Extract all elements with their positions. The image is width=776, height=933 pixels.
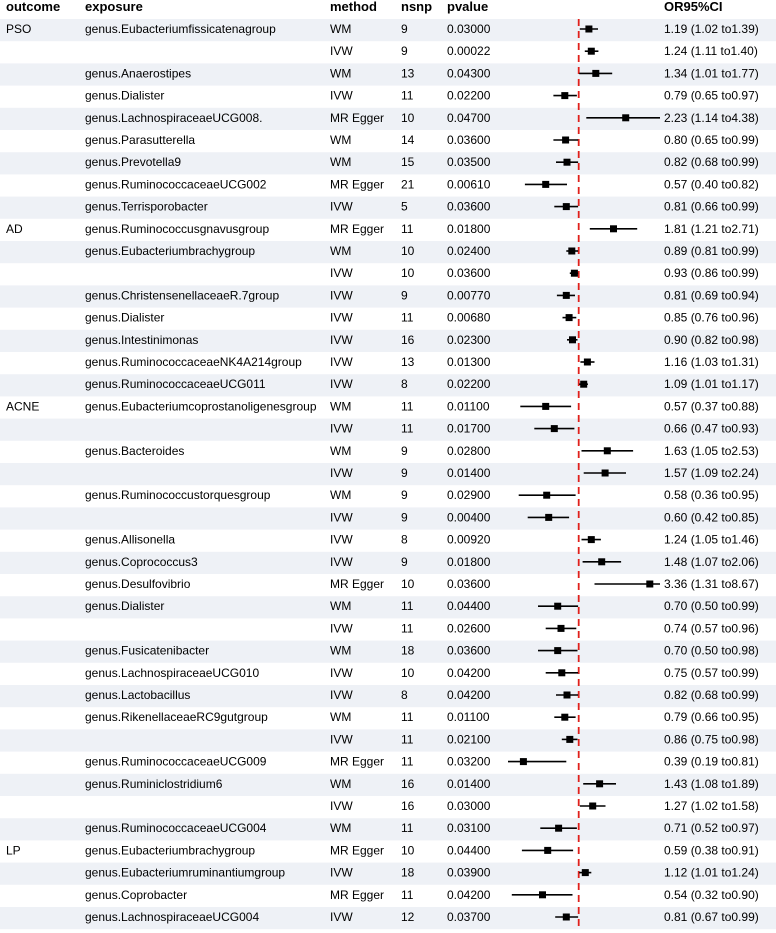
or-point xyxy=(622,114,629,121)
cell-method: MR Egger xyxy=(330,577,385,591)
cell-nsnp: 13 xyxy=(401,66,415,81)
cell-pvalue: 0.03700 xyxy=(447,910,491,924)
cell-method: IVW xyxy=(330,554,353,569)
or-point xyxy=(563,203,570,210)
cell-nsnp: 9 xyxy=(401,554,408,569)
cell-pvalue: 0.01100 xyxy=(447,399,490,414)
or-point xyxy=(542,181,549,188)
cell-pvalue: 0.03600 xyxy=(447,199,491,214)
row-stripe xyxy=(0,419,776,441)
cell-method: WM xyxy=(330,821,352,836)
or-point xyxy=(542,403,549,410)
cell-pvalue: 0.03100 xyxy=(447,821,491,836)
or-point xyxy=(589,803,596,810)
cell-nsnp: 11 xyxy=(401,421,414,436)
cell-pvalue: 0.04400 xyxy=(447,843,491,858)
cell-nsnp: 9 xyxy=(401,510,408,525)
cell-or: 0.59 (0.38 to0.91) xyxy=(664,843,759,858)
cell-pvalue: 0.00680 xyxy=(447,310,491,325)
cell-or: 3.36 (1.31 to8.67) xyxy=(664,577,759,591)
cell-nsnp: 11 xyxy=(401,732,414,747)
cell-or: 1.63 (1.05 to2.53) xyxy=(664,443,759,458)
cell-pvalue: 0.00022 xyxy=(447,44,491,59)
cell-method: MR Egger xyxy=(330,843,385,858)
cell-method: WM xyxy=(330,399,352,414)
cell-nsnp: 9 xyxy=(401,488,408,503)
cell-or: 1.12 (1.01 to1.24) xyxy=(664,865,759,880)
cell-method: IVW xyxy=(330,332,353,347)
cell-nsnp: 10 xyxy=(401,577,415,591)
cell-or: 1.24 (1.05 to1.46) xyxy=(664,532,759,547)
cell-pvalue: 0.03500 xyxy=(447,155,491,170)
or-point xyxy=(564,159,571,166)
or-point xyxy=(568,248,575,255)
or-point xyxy=(545,514,552,521)
cell-nsnp: 18 xyxy=(401,643,415,658)
or-point xyxy=(646,581,653,588)
cell-pvalue: 0.02800 xyxy=(447,443,491,458)
cell-nsnp: 9 xyxy=(401,44,408,59)
cell-exposure: genus.Ruminiclostridium6 xyxy=(85,776,223,791)
or-point xyxy=(592,70,599,77)
cell-nsnp: 10 xyxy=(401,244,415,258)
cell-exposure: genus.LachnospiraceaeUCG008. xyxy=(85,110,263,125)
cell-or: 1.81 (1.21 to2.71) xyxy=(664,221,759,236)
cell-nsnp: 15 xyxy=(401,155,415,170)
cell-or: 0.93 (0.86 to0.99) xyxy=(664,266,759,281)
cell-exposure: genus.Lactobacillus xyxy=(85,688,191,702)
cell-method: IVW xyxy=(330,688,353,702)
cell-or: 2.23 (1.14 to4.38) xyxy=(664,110,759,125)
or-point xyxy=(604,447,611,454)
or-point xyxy=(566,736,573,743)
cell-pvalue: 0.02100 xyxy=(447,732,491,747)
cell-method: WM xyxy=(330,22,352,36)
cell-exposure: genus.RuminococcaceaeNK4A214group xyxy=(85,355,302,369)
cell-or: 0.82 (0.68 to0.99) xyxy=(664,155,759,170)
cell-or: 0.39 (0.19 to0.81) xyxy=(664,754,759,769)
cell-or: 0.89 (0.81 to0.99) xyxy=(664,244,759,258)
or-point xyxy=(598,558,605,565)
cell-method: IVW xyxy=(330,266,353,281)
cell-exposure: genus.Prevotella9 xyxy=(85,155,182,170)
cell-method: IVW xyxy=(330,466,353,480)
cell-or: 0.66 (0.47 to0.93) xyxy=(664,421,759,436)
or-point xyxy=(555,825,562,832)
cell-or: 1.09 (1.01 to1.17) xyxy=(664,377,759,392)
cell-exposure: genus.Eubacteriumfissicatenagroup xyxy=(85,22,276,36)
cell-nsnp: 9 xyxy=(401,443,408,458)
or-point xyxy=(544,847,551,854)
cell-nsnp: 16 xyxy=(401,776,415,791)
or-point xyxy=(610,225,617,232)
cell-or: 0.80 (0.65 to0.99) xyxy=(664,133,759,147)
or-point xyxy=(588,536,595,543)
cell-exposure: genus.RuminococcaceaeUCG011 xyxy=(85,377,266,392)
cell-pvalue: 0.02200 xyxy=(447,88,491,103)
cell-nsnp: 11 xyxy=(401,221,414,236)
or-point xyxy=(554,603,561,610)
cell-or: 0.60 (0.42 to0.85) xyxy=(664,510,759,525)
cell-or: 0.75 (0.57 to0.99) xyxy=(664,665,759,680)
cell-nsnp: 9 xyxy=(401,22,408,36)
cell-pvalue: 0.03900 xyxy=(447,865,491,880)
cell-outcome: LP xyxy=(6,843,21,858)
cell-outcome: PSO xyxy=(6,22,32,36)
cell-pvalue: 0.03000 xyxy=(447,799,491,813)
cell-nsnp: 16 xyxy=(401,332,415,347)
header-or: OR95%CI xyxy=(664,0,723,14)
cell-or: 0.79 (0.66 to0.95) xyxy=(664,710,759,725)
cell-pvalue: 0.01700 xyxy=(447,421,491,436)
cell-or: 0.74 (0.57 to0.96) xyxy=(664,621,759,636)
cell-pvalue: 0.03600 xyxy=(447,643,491,658)
cell-exposure: genus.Coprobacter xyxy=(85,887,188,902)
header-pvalue: pvalue xyxy=(447,0,489,14)
cell-exposure: genus.Fusicatenibacter xyxy=(85,643,210,658)
cell-nsnp: 10 xyxy=(401,266,415,281)
cell-method: IVW xyxy=(330,199,353,214)
cell-exposure: genus.LachnospiraceaeUCG010 xyxy=(85,665,260,680)
cell-or: 0.57 (0.40 to0.82) xyxy=(664,177,759,192)
cell-pvalue: 0.03600 xyxy=(447,133,491,147)
cell-pvalue: 0.02600 xyxy=(447,621,491,636)
or-point xyxy=(561,92,568,99)
cell-pvalue: 0.03000 xyxy=(447,22,491,36)
cell-method: WM xyxy=(330,443,352,458)
cell-exposure: genus.RikenellaceaeRC9gutgroup xyxy=(85,710,268,725)
cell-exposure: genus.Dialister xyxy=(85,88,165,103)
or-point xyxy=(558,669,565,676)
cell-or: 0.81 (0.66 to0.99) xyxy=(664,199,759,214)
or-point xyxy=(543,492,550,499)
cell-exposure: genus.Terrisporobacter xyxy=(85,199,208,214)
cell-nsnp: 10 xyxy=(401,665,415,680)
cell-pvalue: 0.01800 xyxy=(447,554,491,569)
cell-pvalue: 0.01100 xyxy=(447,710,490,725)
cell-or: 0.70 (0.50 to0.99) xyxy=(664,599,759,614)
cell-method: IVW xyxy=(330,88,353,103)
or-point xyxy=(563,914,570,921)
cell-outcome: ACNE xyxy=(6,399,40,414)
cell-nsnp: 11 xyxy=(401,88,414,103)
cell-pvalue: 0.01400 xyxy=(447,466,491,480)
or-point xyxy=(551,425,558,432)
cell-or: 1.19 (1.02 to1.39) xyxy=(664,22,759,36)
cell-or: 1.43 (1.08 to1.89) xyxy=(664,776,759,791)
cell-exposure: genus.Allisonella xyxy=(85,532,176,547)
row-stripe xyxy=(0,729,776,751)
cell-pvalue: 0.01400 xyxy=(447,776,491,791)
cell-or: 0.79 (0.65 to0.97) xyxy=(664,88,759,103)
cell-exposure: genus.ChristensenellaceaeR.7group xyxy=(85,288,280,303)
cell-pvalue: 0.02300 xyxy=(447,332,491,347)
cell-method: WM xyxy=(330,155,352,170)
cell-nsnp: 10 xyxy=(401,110,415,125)
or-point xyxy=(588,48,595,55)
cell-nsnp: 9 xyxy=(401,466,408,480)
or-point xyxy=(584,359,591,366)
cell-nsnp: 8 xyxy=(401,377,408,392)
cell-exposure: genus.Bacteroides xyxy=(85,443,185,458)
cell-or: 0.81 (0.69 to0.94) xyxy=(664,288,759,303)
cell-exposure: genus.Ruminococcusgnavusgroup xyxy=(85,221,270,236)
cell-exposure: genus.RuminococcaceaeUCG002 xyxy=(85,177,267,192)
column-headers xyxy=(6,0,723,14)
cell-exposure: genus.Intestinimonas xyxy=(85,332,199,347)
cell-exposure: genus.Eubacteriumruminantiumgroup xyxy=(85,865,286,880)
or-point xyxy=(580,381,587,388)
or-point xyxy=(585,26,592,33)
or-point xyxy=(571,270,578,277)
cell-or: 0.71 (0.52 to0.97) xyxy=(664,821,759,836)
or-point xyxy=(558,625,565,632)
cell-nsnp: 18 xyxy=(401,865,415,880)
or-point xyxy=(564,692,571,699)
cell-or: 0.54 (0.32 to0.90) xyxy=(664,887,759,902)
cell-method: IVW xyxy=(330,732,353,747)
cell-or: 0.81 (0.67 to0.99) xyxy=(664,910,759,924)
cell-or: 1.34 (1.01 to1.77) xyxy=(664,66,759,81)
cell-or: 1.57 (1.09 to2.24) xyxy=(664,466,759,480)
cell-exposure: genus.Parasutterella xyxy=(85,133,196,147)
cell-exposure: genus.RuminococcaceaeUCG004 xyxy=(85,821,267,836)
cell-method: WM xyxy=(330,599,352,614)
cell-nsnp: 21 xyxy=(401,177,415,192)
header-method: method xyxy=(330,0,377,14)
or-point xyxy=(602,470,609,477)
cell-method: MR Egger xyxy=(330,221,385,236)
cell-nsnp: 16 xyxy=(401,799,415,813)
or-point xyxy=(596,780,603,787)
cell-nsnp: 11 xyxy=(401,821,414,836)
cell-nsnp: 8 xyxy=(401,688,408,702)
or-point xyxy=(566,314,573,321)
cell-exposure: genus.Eubacteriumcoprostanoligenesgroup xyxy=(85,399,317,414)
cell-exposure: genus.Eubacteriumbrachygroup xyxy=(85,843,256,858)
cell-nsnp: 13 xyxy=(401,355,415,369)
cell-exposure: genus.RuminococcaceaeUCG009 xyxy=(85,754,267,769)
cell-pvalue: 0.03200 xyxy=(447,754,491,769)
cell-pvalue: 0.00400 xyxy=(447,510,491,525)
cell-method: MR Egger xyxy=(330,110,385,125)
cell-method: WM xyxy=(330,488,352,503)
cell-or: 0.85 (0.76 to0.96) xyxy=(664,310,759,325)
cell-or: 0.86 (0.75 to0.98) xyxy=(664,732,759,747)
cell-pvalue: 0.02400 xyxy=(447,244,491,258)
or-point xyxy=(562,137,569,144)
cell-pvalue: 0.00920 xyxy=(447,532,491,547)
cell-nsnp: 11 xyxy=(401,710,414,725)
cell-method: IVW xyxy=(330,665,353,680)
cell-pvalue: 0.04200 xyxy=(447,688,491,702)
cell-method: IVW xyxy=(330,532,353,547)
cell-nsnp: 14 xyxy=(401,133,415,147)
cell-pvalue: 0.04400 xyxy=(447,599,491,614)
cell-method: MR Egger xyxy=(330,887,385,902)
or-point xyxy=(563,292,570,299)
row-stripe xyxy=(0,507,776,529)
cell-method: IVW xyxy=(330,355,353,369)
cell-or: 0.58 (0.36 to0.95) xyxy=(664,488,759,503)
cell-method: IVW xyxy=(330,621,353,636)
or-point xyxy=(520,758,527,765)
header-nsnp: nsnp xyxy=(401,0,433,14)
cell-nsnp: 11 xyxy=(401,310,414,325)
cell-nsnp: 11 xyxy=(401,621,414,636)
cell-exposure: genus.Dialister xyxy=(85,310,165,325)
cell-method: IVW xyxy=(330,421,353,436)
row-stripe xyxy=(0,463,776,485)
cell-nsnp: 5 xyxy=(401,199,408,214)
cell-pvalue: 0.01800 xyxy=(447,221,491,236)
or-point xyxy=(582,869,589,876)
cell-method: IVW xyxy=(330,310,353,325)
cell-method: IVW xyxy=(330,799,353,813)
cell-method: WM xyxy=(330,133,352,147)
cell-method: IVW xyxy=(330,44,353,59)
cell-or: 1.24 (1.11 to1.40) xyxy=(664,44,758,59)
cell-exposure: genus.Coprococcus3 xyxy=(85,554,198,569)
cell-method: IVW xyxy=(330,510,353,525)
cell-or: 1.16 (1.03 to1.31) xyxy=(664,355,759,369)
cell-pvalue: 0.02200 xyxy=(447,377,491,392)
cell-or: 0.90 (0.82 to0.98) xyxy=(664,332,759,347)
cell-method: IVW xyxy=(330,377,353,392)
cell-method: WM xyxy=(330,710,352,725)
cell-or: 1.27 (1.02 to1.58) xyxy=(664,799,759,813)
cell-pvalue: 0.03600 xyxy=(447,266,491,281)
or-point xyxy=(569,336,576,343)
cell-exposure: genus.Desulfovibrio xyxy=(85,577,191,591)
cell-nsnp: 9 xyxy=(401,288,408,303)
cell-pvalue: 0.03600 xyxy=(447,577,491,591)
cell-exposure: genus.Ruminococcustorquesgroup xyxy=(85,488,271,503)
cell-or: 0.70 (0.50 to0.98) xyxy=(664,643,759,658)
cell-nsnp: 11 xyxy=(401,599,414,614)
cell-exposure: genus.Dialister xyxy=(85,599,165,614)
cell-method: IVW xyxy=(330,288,353,303)
cell-pvalue: 0.04200 xyxy=(447,887,491,902)
cell-or: 0.57 (0.37 to0.88) xyxy=(664,399,759,414)
cell-pvalue: 0.02900 xyxy=(447,488,491,503)
cell-nsnp: 8 xyxy=(401,532,408,547)
cell-method: MR Egger xyxy=(330,754,385,769)
cell-pvalue: 0.00610 xyxy=(447,177,491,192)
cell-method: WM xyxy=(330,66,352,81)
header-outcome: outcome xyxy=(6,0,61,14)
cell-nsnp: 10 xyxy=(401,843,415,858)
cell-exposure: genus.Anaerostipes xyxy=(85,66,192,81)
cell-method: WM xyxy=(330,643,352,658)
cell-pvalue: 0.04300 xyxy=(447,66,491,81)
or-point xyxy=(539,891,546,898)
or-point xyxy=(554,647,561,654)
cell-method: WM xyxy=(330,776,352,791)
header-exposure: exposure xyxy=(85,0,143,14)
cell-pvalue: 0.04200 xyxy=(447,665,491,680)
cell-method: IVW xyxy=(330,865,353,880)
cell-or: 1.48 (1.07 to2.06) xyxy=(664,554,759,569)
cell-exposure: genus.Eubacteriumbrachygroup xyxy=(85,244,256,258)
cell-pvalue: 0.00770 xyxy=(447,288,491,303)
cell-nsnp: 12 xyxy=(401,910,415,924)
cell-pvalue: 0.01300 xyxy=(447,355,491,369)
cell-outcome: AD xyxy=(6,221,23,236)
cell-nsnp: 11 xyxy=(401,399,414,414)
cell-method: IVW xyxy=(330,910,353,924)
cell-exposure: genus.LachnospiraceaeUCG004 xyxy=(85,910,260,924)
cell-or: 0.82 (0.68 to0.99) xyxy=(664,688,759,702)
cell-method: WM xyxy=(330,244,352,258)
cell-pvalue: 0.04700 xyxy=(447,110,491,125)
or-point xyxy=(561,714,568,721)
cell-method: MR Egger xyxy=(330,177,385,192)
cell-nsnp: 11 xyxy=(401,754,414,769)
cell-nsnp: 11 xyxy=(401,887,414,902)
